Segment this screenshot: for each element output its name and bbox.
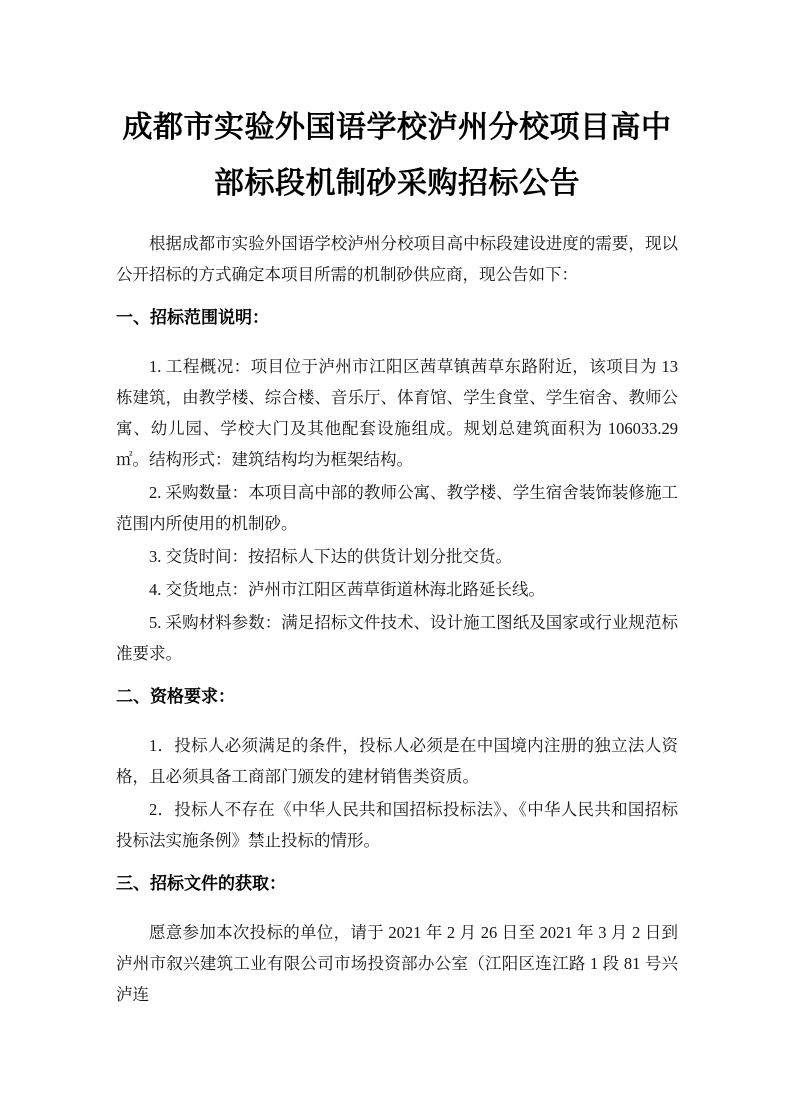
document-title-line-1: 成都市实验外国语学校泸州分校项目高中 <box>122 111 672 144</box>
section-1-paragraph-2: 2. 采购数量：本项目高中部的教师公寓、教学楼、学生宿舍装饰装修施工范围内所使用的机制砂。 <box>116 483 678 533</box>
section-2-paragraph-1: 1．投标人必须满足的条件，投标人必须是在中国境内注册的独立法人资格，且必须具备工商部门颁发的建材销售类资质。 <box>116 736 678 786</box>
section-1-paragraph-4: 4. 交货地点：泸州市江阳区茜草街道林海北路延长线。 <box>149 580 545 599</box>
section-3-heading: 三、招标文件的获取： <box>116 874 286 893</box>
intro-paragraph: 根据成都市实验外国语学校泸州分校项目高中标段建设进度的需要，现以公开招标的方式确定本项目所需的机制砂供应商，现公告如下： <box>116 234 678 284</box>
section-1-paragraph-3: 3. 交货时间：按招标人下达的供货计划分批交货。 <box>149 547 512 566</box>
section-1-paragraph-1: 1. 工程概况：项目位于泸州市江阳区茜草镇茜草东路附近，该项目为 13 栋建筑，由教学楼、综合楼、音乐厅、体育馆、学生食堂、学生宿舍、教师公寓、幼儿园、学校大门及其他配套设施组成。规划总建筑面积为 106033.29 ㎡。结构形式：建筑结构均为框架结构。 <box>116 357 678 469</box>
section-2-paragraph-2: 2．投标人不存在《中华人民共和国招标投标法》、《中华人民共和国招标投标法实施条例》禁止投标的情形。 <box>116 800 678 850</box>
section-2-heading: 二、资格要求： <box>116 687 235 706</box>
section-3-paragraph-1: 愿意参加本次投标的单位，请于 2021 年 2 月 26 日至 2021 年 3 月 2 日到泸州市叙兴建筑工业有限公司市场投资部办公室（江阳区连江路 1 段 81 号兴泸连 <box>116 923 679 1004</box>
section-1-heading: 一、招标范围说明： <box>116 308 269 327</box>
document-title <box>116 100 678 212</box>
section-1-paragraph-5: 5. 采购材料参数：满足招标文件技术、设计施工图纸及国家或行业规范标准要求。 <box>116 613 678 663</box>
document-title-line-2: 部标段机制砂采购招标公告 <box>214 167 580 200</box>
